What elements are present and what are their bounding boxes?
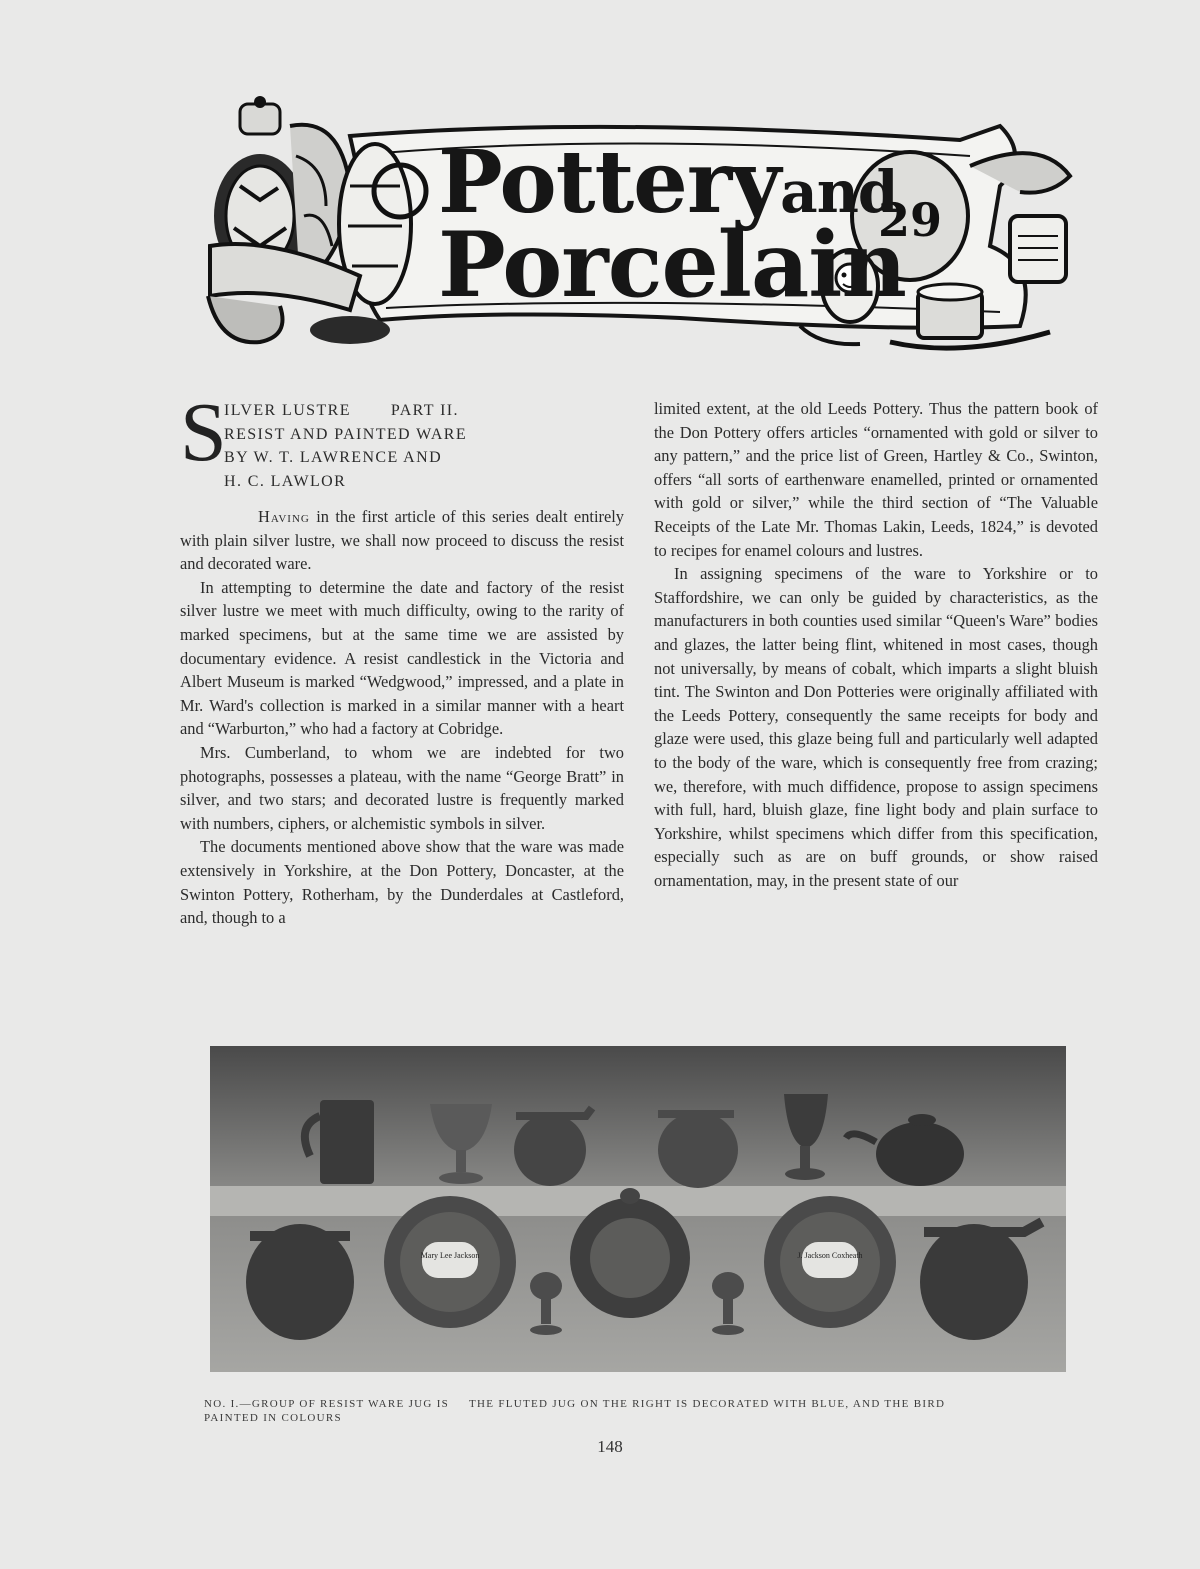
masthead-title-line-1: Potteryand bbox=[438, 132, 898, 233]
heading-line-2: RESIST AND PAINTED WARE bbox=[224, 425, 468, 443]
heading-line-1a: ILVER LUSTRE bbox=[224, 402, 351, 419]
paragraph-2: In attempting to determine the date and factory of the resist silver lustre we meet with much difficulty, owing to the rarity of marked specimens, but at the same time we are assisted by documentary evidence. A resist candlestick in the Victoria and Albert Museum is marked “Wedgwood,” impressed, and a plate in Mr. Ward's collection is marked in a similar manner with a heart and “Warburton,” who had a factory at Cobridge. bbox=[180, 577, 624, 739]
heading-line-3: BY W. T. LAWRENCE AND bbox=[224, 449, 443, 466]
photo-illustration bbox=[210, 1046, 1066, 1372]
svg-text:29: 29 bbox=[878, 193, 943, 247]
paragraph-4: The documents mentioned above show that the ware was made extensively in Yorkshire, at the Don Pottery, Doncaster, at the Swinton Pottery, Rotherham, by the Dunderdales at Castleford, and, though to a bbox=[180, 837, 624, 928]
paragraph-5: limited extent, at the old Leeds Pottery. Thus the pattern book of the Don Pottery offers articles “ornamented with gold or silver to any pattern,” and the price list of Green, Hartley & Co., Swinton, offers “all sorts of earthenware enamelled, printed or ornamented with gold or silver,” while the third section of “The Valuable Receipts of the Late Mr. Thomas Lakin, Leeds, 1824,” is devoted to recipes for enamel colours and lustres. bbox=[654, 399, 1098, 560]
right-column bbox=[654, 397, 1098, 892]
heading-line-1b: PART II. bbox=[390, 402, 459, 419]
masthead-banner bbox=[200, 96, 1080, 364]
drop-cap: S bbox=[180, 386, 229, 479]
heading-line-4: H. C. LAWLOR bbox=[224, 472, 347, 490]
masthead-title-and: and bbox=[780, 158, 898, 226]
paragraph-6: In assigning specimens of the ware to Yorkshire or to Staffordshire, we can only be guided by characteristics, as the manufacturers in both counties used similar “Queen's Ware” bodies and glazes, the latter being flint, whitened in most cases, though not universally, by means of cobalt, which imparts a slight bluish tint. The Swinton and Don Potteries were originally affiliated with the Leeds Pottery, consequently the same receipts for body and glaze were used, this glaze being full and particularly well adapted to the body of the ware, which is consequently free from crazing; we, therefore, with much diffidence, propose to assign specimens with full, hard, bluish glaze, fine light body and plain surface to Yorkshire, whilst specimens which differ from this specification, especially such as are on buff grounds, or show raised ornamentation, may, in the present state of our bbox=[654, 564, 1098, 890]
masthead-title-line-2: Porcelain bbox=[438, 212, 906, 318]
paragraph-3: Mrs. Cumberland, to whom we are indebted for two photographs, possesses a plateau, with the name “George Bratt” in silver, and two stars; and decorated lustre is frequently marked with numbers, ciphers, or alchemistic symbols in silver. bbox=[180, 742, 624, 833]
page-number: 148 bbox=[597, 1437, 623, 1456]
article-heading bbox=[180, 386, 624, 493]
resist-ware-photograph bbox=[210, 1046, 1066, 1372]
lead-word: Having bbox=[258, 507, 310, 526]
plate-left-inscription: Mary Lee Jackson bbox=[420, 1251, 480, 1260]
plate-right-inscription: J. Jackson Coxheath bbox=[797, 1251, 863, 1260]
paragraph-1: Having in the first article of this series dealt entirely with plain silver lustre, we shall now proceed to discuss the resist and decorated ware. bbox=[180, 507, 624, 574]
figure-caption-right: THE FLUTED JUG ON THE RIGHT IS DECORATED WITH BLUE, AND THE BIRD bbox=[469, 1398, 946, 1410]
left-column bbox=[180, 386, 624, 930]
figure-caption-left: NO. I.—GROUP OF RESIST WARE JUG IS PAINTED IN COLOURS bbox=[204, 1398, 450, 1424]
